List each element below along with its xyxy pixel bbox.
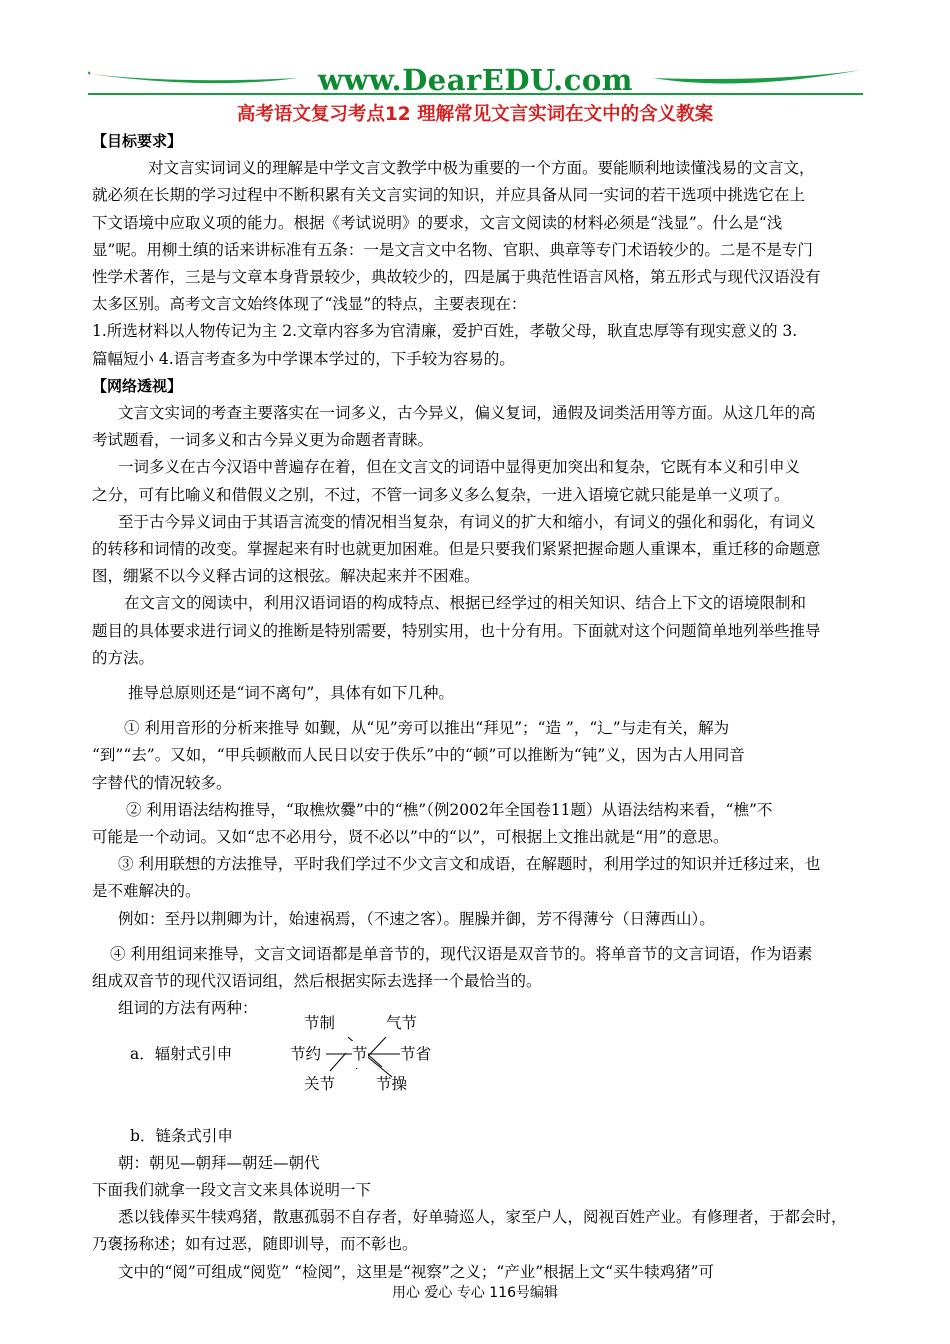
paragraph-line: 题目的具体要求进行词义的推断是特别需要，特别实用，也十分有用。下面就对这个问题简单地列举些推导 — [92, 621, 821, 640]
diagram-type-a: a．辐射式引申 — [130, 1044, 233, 1063]
passage-intro: 下面我们就拿一段文言文来具体说明一下 — [92, 1180, 372, 1199]
paragraph-line: 性学术著作，三是与文章本身背景较少，典故较少的，四是属于典范性语言风格，第五形式与现代汉语没有 — [92, 268, 821, 287]
method-line: ④ 利用组词来推导，文言文词语都是单音节的，现代汉语是双音节的。将单音节的文言词语，作为语素 — [110, 944, 813, 963]
page-footer: 用心 爱心 专心 116号编辑 — [391, 1285, 559, 1301]
paragraph-line: 对文言实词词义的理解是中学文言文教学中极为重要的一个方面。要能顺利地读懂浅易的文言文， — [148, 159, 815, 178]
diagram-word: 节制 — [304, 1013, 336, 1032]
paragraph-line: 之分，可有比喻义和借假义之别，不过，不管一词多义多么复杂，一进入语境它就只能是单一义项了。 — [92, 485, 790, 504]
diagram-word: 节约 — [290, 1044, 322, 1063]
paragraph-line: 显”呢。用柳土缜的话来讲标准有五条：一是文言文中名物、官职、典章等专门术语较少的。二是不是专门 — [92, 240, 813, 259]
passage-line: 乃褒扬称述；如有过恶，随即训导，而不彰也。 — [92, 1235, 418, 1254]
paragraph-line: 在文言文的阅读中，利用汉语词语的构成特点、根据已经学过的相关知识、结合上下文的语境限制和 — [124, 594, 807, 613]
method-line: “到”“去”。又如，“甲兵顿敝而人民日以安于佚乐”中的“顿”可以推断为“钝”义，因为古人用同音 — [92, 746, 745, 765]
diagram-word: 节省 — [400, 1044, 432, 1063]
diagram-word: 气节 — [386, 1013, 418, 1032]
list-line: 篇幅短小 4.语言考查多为中学课本学过的，下手较为容易的。 — [92, 349, 515, 368]
document-body — [92, 128, 860, 1286]
paragraph-line: 考试题看，一词多义和古今异义更为命题者青睐。 — [92, 431, 434, 450]
diagram-lines — [118, 1023, 860, 1123]
paragraph-line: 太多区别。高考文言文始终体现了“浅显”的特点，主要表现在： — [92, 295, 527, 314]
paragraph-line: 的方法。 — [92, 648, 155, 667]
page-title: 高考语文复习考点12 理解常见文言实词在文中的含义教案 — [236, 104, 714, 125]
diagram-word: 关节 — [304, 1074, 336, 1093]
passage-line: 文中的“阅”可组成“阅览” “检阅”，这里是“视察”之义；“产业”根据上文“买牛犊鸡猪”可 — [118, 1262, 715, 1281]
site-banner — [88, 60, 863, 100]
diagram-type-b: b．链条式引申 — [130, 1126, 233, 1145]
section-heading-goal: 【目标要求】 — [92, 132, 183, 150]
chain-example: 朝：朝见—朝拜—朝廷—朝代 — [118, 1153, 320, 1172]
paragraph-line: 推导总原则还是“词不离句”，具体有如下几种。 — [128, 684, 454, 703]
method-line: 组词的方法有两种： — [118, 999, 258, 1018]
site-url: www.DearEDU.com — [318, 63, 633, 97]
method-line: ① 利用音形的分析来推导 如觐，从“见”旁可以推出“拜见”；“造 ”，“辶”与走有关，解为 — [124, 719, 730, 738]
paragraph-line: 图，绷紧不以今义释古词的这根弦。解决起来并不困难。 — [92, 567, 480, 586]
method-line: ② 利用语法结构推导，“取樵炊爨”中的“樵”（例2002年全国卷11题）从语法结构来看，“樵”不 — [126, 800, 773, 819]
paragraph-line: 一词多义在古今汉语中普遍存在着，但在文言文的词语中显得更加突出和复杂，它既有本义和引申义 — [118, 458, 801, 477]
method-line: 组成双音节的现代汉语词组，然后根据实际去选择一个最恰当的。 — [92, 972, 542, 991]
method-line: 字替代的情况较多。 — [92, 773, 232, 792]
diagram-center: 节 — [352, 1041, 368, 1068]
passage-line: 悉以钱俸买牛犊鸡猪，散惠孤弱不自存者，好单骑巡人，家至户人，阅视百姓产业。有修理者，于都会时， — [118, 1208, 847, 1227]
paragraph-line: 的转移和词情的改变。掌握起来有时也就更加困难。但是只要我们紧紧把握命题人重课本，重迁移的命题意 — [92, 540, 821, 559]
diagram-word: 节操 — [376, 1074, 408, 1093]
method-line: 是不难解决的。 — [92, 882, 201, 901]
section-heading-network: 【网络透视】 — [92, 376, 183, 395]
paragraph-line: 至于古今异义词由于其语言流变的情况相当复杂，有词义的扩大和缩小，有词义的强化和弱化，有词义 — [118, 512, 816, 531]
radiation-diagram — [118, 1013, 860, 1123]
list-line: 1.所选材料以人物传记为主 2.文章内容多为官清廉，爱护百姓，孝敬父母，耿直忠厚等有现实意义的 3. — [92, 322, 798, 341]
example-line: 例如：至丹以荆卿为计，始速祸焉，（不速之客）。腥臊并御，芳不得薄兮（日薄西山）。 — [118, 909, 715, 928]
paragraph-line: 文言文实词的考查主要落实在一词多义，古今异义，偏义复词，通假及词类活用等方面。从这几年的高 — [118, 404, 816, 423]
method-line: 可能是一个动词。又如“忠不必用兮，贤不必以”中的“以”，可根据上文推出就是“用”的意思。 — [92, 828, 729, 847]
method-line: ③ 利用联想的方法推导，平时我们学过不少文言文和成语，在解题时，利用学过的知识并迁移过来，也 — [118, 855, 821, 874]
paragraph-line: 下文语境中应取义项的能力。根据《考试说明》的要求，文言文阅读的材料必须是“浅显”。什么是“浅 — [92, 213, 783, 232]
paragraph-line: 就必须在长期的学习过程中不断积累有关文言实词的知识，并应具备从同一实词的若干选项中挑选它在上 — [92, 186, 806, 205]
